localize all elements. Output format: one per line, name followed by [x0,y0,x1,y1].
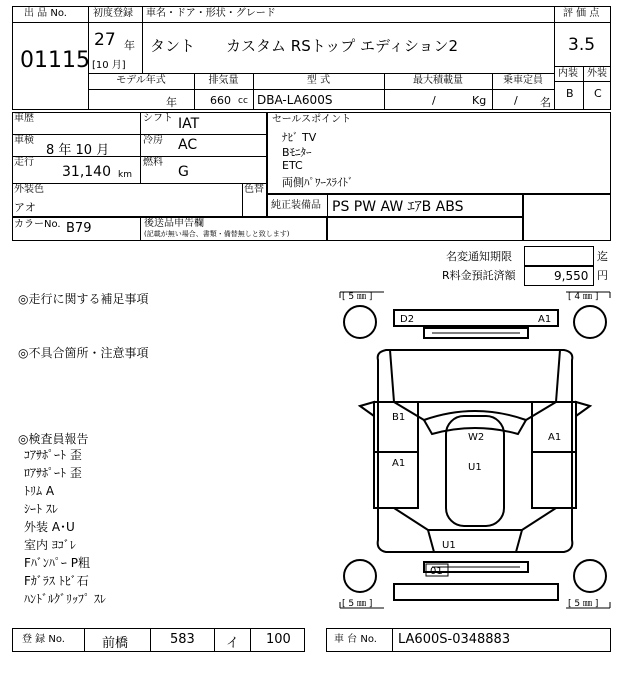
reg-month: [10 月] [92,60,126,71]
equipment-extra [523,194,611,241]
mileage-value: 31,140 [62,164,111,180]
divider [88,89,554,90]
sales-point-2: Bﾓﾆﾀｰ [282,146,312,159]
car-grade: カスタム RSトップ エディション2 [226,37,459,55]
divider [140,217,141,241]
interior-grade: B [566,87,574,100]
defect-notes-label: ◎不具合箇所・注意事項 [18,346,149,360]
car-name: タント [150,37,196,55]
divider [583,66,584,110]
capacity-label: 乗車定員 [503,75,543,86]
corner-label-bl: [ 5 ㎜ ] [342,599,373,609]
equipment-items: PS PW AW ｴｱB ABS [332,199,464,215]
inspector-label: ◎検査員報告 [18,432,89,446]
mark-door-right: A1 [548,432,562,443]
reg-label: 登 録 No. [22,634,65,645]
divider [242,183,243,217]
lot-number: 01115 [20,48,90,73]
equipment-row2 [327,217,523,241]
inspector-item: ｺｱｻﾎﾟｰﾄ 歪 [24,448,82,462]
model-year-unit: 年 [166,96,177,109]
reg-year-unit: 年 [124,39,135,52]
ext-color-label: 外装色 [14,184,44,195]
exterior-label: 外装 [587,68,607,79]
inspector-item: ﾊﾝﾄﾞﾙｸﾞﾘｯﾌﾟ ｽﾚ [24,592,106,606]
sales-point-1: ﾅﾋﾞ TV [282,131,317,144]
ac-value: AC [178,137,198,153]
inspector-item: ｼｰﾄ ｽﾚ [24,502,58,516]
mileage-unit: km [118,170,132,180]
recolor-label: 色替 [244,184,264,195]
displacement: 660 [210,94,231,107]
name-label: 車名・ドア・形状・グレード [146,8,276,19]
color-no-label: カラーNo. [14,219,61,230]
shift-value: IAT [178,116,200,132]
name-change-box [524,246,594,266]
reg-kana: イ [226,636,240,651]
chassis-number: LA600S-0348883 [398,632,511,647]
ac-label: 冷房 [143,135,163,146]
divider [84,628,85,652]
ext-color-value: アオ [14,201,36,214]
first-reg-label: 初度登録 [93,8,133,19]
name-change-unit: 迄 [597,250,608,263]
mark-front-right: A1 [538,314,552,325]
equipment-label: 純正装備品 [271,200,321,211]
divider [142,6,143,73]
inspector-item: 室内 ﾖｺﾞﾚ [24,538,76,552]
divider [392,628,393,652]
inspection-label: 車検 [14,135,34,146]
max-load-slash: / [432,94,436,107]
recycle-value: 9,550 [554,269,589,283]
reg-year: 27 [94,30,116,50]
mark-rear-door-left: A1 [392,458,406,469]
mark-rear-bumper: 01 [430,566,443,577]
inspector-item: 外装 A･U [24,520,75,534]
fuel-value: G [178,164,189,180]
divider [327,194,328,217]
history-label: 車歴 [14,113,34,124]
inspection-value: 8 年 10 月 [46,143,110,158]
model: DBA-LA600S [257,93,333,107]
divider [12,22,89,23]
capacity-slash: / [514,94,518,107]
reg-number: 100 [266,632,291,647]
divider [250,628,251,652]
max-load-unit: Kg [472,94,487,107]
divider [88,22,554,23]
inspector-item: Fｶﾞﾗｽ ﾄﾋﾞ石 [24,574,89,588]
reg-region: 前橋 [102,636,129,651]
mark-front-left: D2 [400,314,415,325]
divider [150,628,151,652]
reg-class: 583 [170,632,195,647]
divider [214,628,215,652]
color-no-value: B79 [66,221,92,236]
corner-label-tl: [ 5 ㎜ ] [342,292,373,302]
car-diagram [338,290,612,610]
recycle-unit: 円 [597,269,608,282]
running-notes-label: ◎走行に関する補足事項 [18,292,149,306]
divider [12,183,267,184]
sales-point-3: ETC [282,159,303,172]
model-label: 型 式 [306,75,331,86]
mark-rear: U1 [442,540,456,551]
divider [12,134,267,135]
exterior-grade: C [594,87,602,100]
divider [140,112,141,183]
divider [88,73,554,74]
corner-label-br: [ 5 ㎜ ] [568,599,599,609]
eval-label: 評 価 点 [563,8,600,19]
later-docs-label: 後送品申告欄 [144,218,204,229]
name-change-label: 名変通知期限 [446,250,512,263]
inspector-item: ﾄﾘﾑ A [24,484,55,498]
sales-point-4: 両側ﾊﾟﾜｰｽﾗｲﾄﾞ [282,176,354,189]
inspector-item: ﾛｱｻﾎﾟｰﾄ 歪 [24,466,82,480]
fuel-label: 燃料 [143,157,163,168]
mileage-label: 走行 [14,157,34,168]
capacity-unit: 名 [540,96,551,109]
recycle-label: R料金預託済額 [442,269,516,282]
eval-score: 3.5 [568,35,596,55]
corner-label-tr: [ 4 ㎜ ] [568,292,599,302]
inspector-item: Fﾊﾞﾝﾊﾟｰ P粗 [24,556,90,570]
max-load-label: 最大積載量 [413,75,463,86]
divider [554,22,611,23]
displacement-label: 排気量 [208,75,239,86]
lot-label: 出 品 No. [24,8,67,19]
mark-door-left: B1 [392,412,406,423]
displacement-unit: cc [238,96,248,106]
later-docs-note: (記載が無い場合、書類・備替無しと致します) [144,230,290,238]
mark-roof: W2 [468,432,485,443]
model-year-label: モデル年式 [116,75,166,86]
sales-label: セールスポイント [272,114,352,125]
mark-center: U1 [468,462,482,473]
interior-label: 内装 [558,68,578,79]
shift-label: シフト [143,113,173,124]
chassis-label: 車 台 No. [334,634,377,645]
